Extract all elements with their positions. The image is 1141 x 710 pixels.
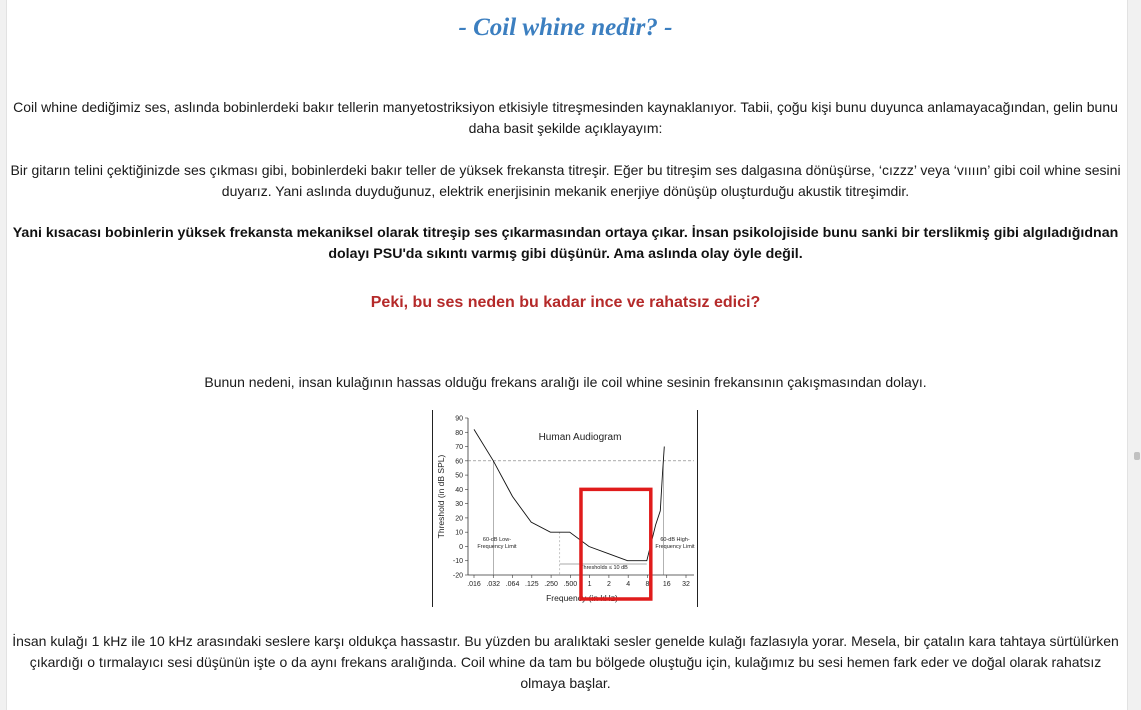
y-tick-label: 0	[459, 543, 463, 551]
audiogram-figure	[432, 410, 699, 607]
x-tick-label: .250	[544, 581, 558, 588]
y-tick-label: 10	[455, 529, 463, 537]
x-tick-label: .032	[486, 581, 501, 588]
y-tick-label: 60	[455, 458, 463, 466]
y-tick-label: 30	[455, 501, 463, 509]
paragraph-ear-sensitivity: İnsan kulağı 1 kHz ile 10 kHz arasındaki seslere karşı oldukça hassastır. Bu yüzden bu aralıktaki sesler genelde kulağı fazlasıyla yorar. Mesela, bir çatalın kara tahtaya sürtülürken çıkardığı o tırmalayıcı sesi düşünün işte o da aynı frekans aralığında. Coil whine da tam bu bölgede oluştuğu için, kulağımız bu sesi hemen fark eder ve doğal olarak rahatsız olmaya başlar.	[12, 633, 1119, 691]
audiogram-chart	[432, 410, 699, 607]
x-tick-label: .500	[563, 581, 578, 588]
y-tick-label: 90	[455, 415, 463, 423]
x-tick-label: .125	[525, 581, 539, 588]
x-tick-label: 8	[645, 581, 650, 588]
low-limit-label-2: Frequency Limit	[477, 544, 517, 550]
x-tick-label: 16	[662, 581, 671, 588]
paragraph-magnetostriction: Coil whine dediğimiz ses, aslında bobinlerdeki bakır tellerin manyetostriksiyon etkisiyle titreşmesinden kaynaklanıyor. Tabii, çoğu kişi bunu duyunca anlamayacağından, gelin bunu daha basit şekilde açıklayayım:	[13, 99, 1118, 136]
scrollbar[interactable]	[1131, 0, 1141, 710]
x-tick-label: 1	[587, 581, 592, 588]
x-tick-label: .064	[505, 581, 520, 588]
section-heading: Peki, bu ses neden bu kadar ince ve rahatsız edici?	[370, 294, 761, 311]
x-tick-label: .016	[467, 581, 481, 588]
y-tick-label: 80	[455, 429, 463, 437]
article-title: - Coil whine nedir? -	[458, 14, 673, 41]
y-tick-label: 70	[455, 444, 463, 452]
x-tick-label: 32	[682, 581, 690, 588]
paragraph-summary: Yani kısacası bobinlerin yüksek frekansta mekaniksel olarak titreşip ses çıkarmasından ortaya çıkar. İnsan psikolojiside bunu sanki bir terslikmiş gibi algıladığıdnan dolayı PSU'da sıkıntı varmış gibi düşünür. Ama aslında olay öyle değil.	[12, 225, 1119, 262]
y-axis-label: Threshold (in dB SPL)	[436, 454, 446, 539]
x-tick-label: 2	[606, 581, 611, 588]
y-tick-label: 50	[455, 472, 463, 480]
high-limit-label-2: Frequency Limit	[655, 544, 695, 550]
high-limit-label-1: 60-dB High-	[660, 537, 690, 543]
y-tick-label: -10	[452, 558, 463, 566]
x-tick-label: 4	[626, 581, 631, 588]
low-limit-label-1: 60-dB Low-	[482, 537, 512, 543]
scrollbar-thumb[interactable]	[1134, 452, 1140, 460]
y-tick-label: 40	[455, 486, 463, 494]
paragraph-reason: Bunun nedeni, insan kulağının hassas olduğu frekans aralığı ile coil whine sesinin frekansının çakışmasından dolayı.	[204, 374, 927, 390]
x-axis-label: Frequency (in kHz)	[546, 593, 618, 603]
band-label: Thresholds ≤ 10 dB	[580, 565, 628, 571]
y-tick-label: 20	[455, 515, 463, 523]
chart-title: Human Audiogram	[538, 432, 622, 443]
y-tick-label: -20	[452, 572, 463, 580]
paragraph-guitar-analogy: Bir gitarın telini çektiğinizde ses çıkması gibi, bobinlerdeki bakır teller de yüksek frekansta titreşir. Eğer bu titreşim ses dalgasına dönüşürse, ‘cızzz’ veya ‘vıııın’ gibi coil whine sesini duyarız. Yani aslında duyduğunuz, elektrik enerjisinin mekanik enerjiye dönüşüp oluşturduğu akustik titreşimdir.	[10, 162, 1121, 199]
